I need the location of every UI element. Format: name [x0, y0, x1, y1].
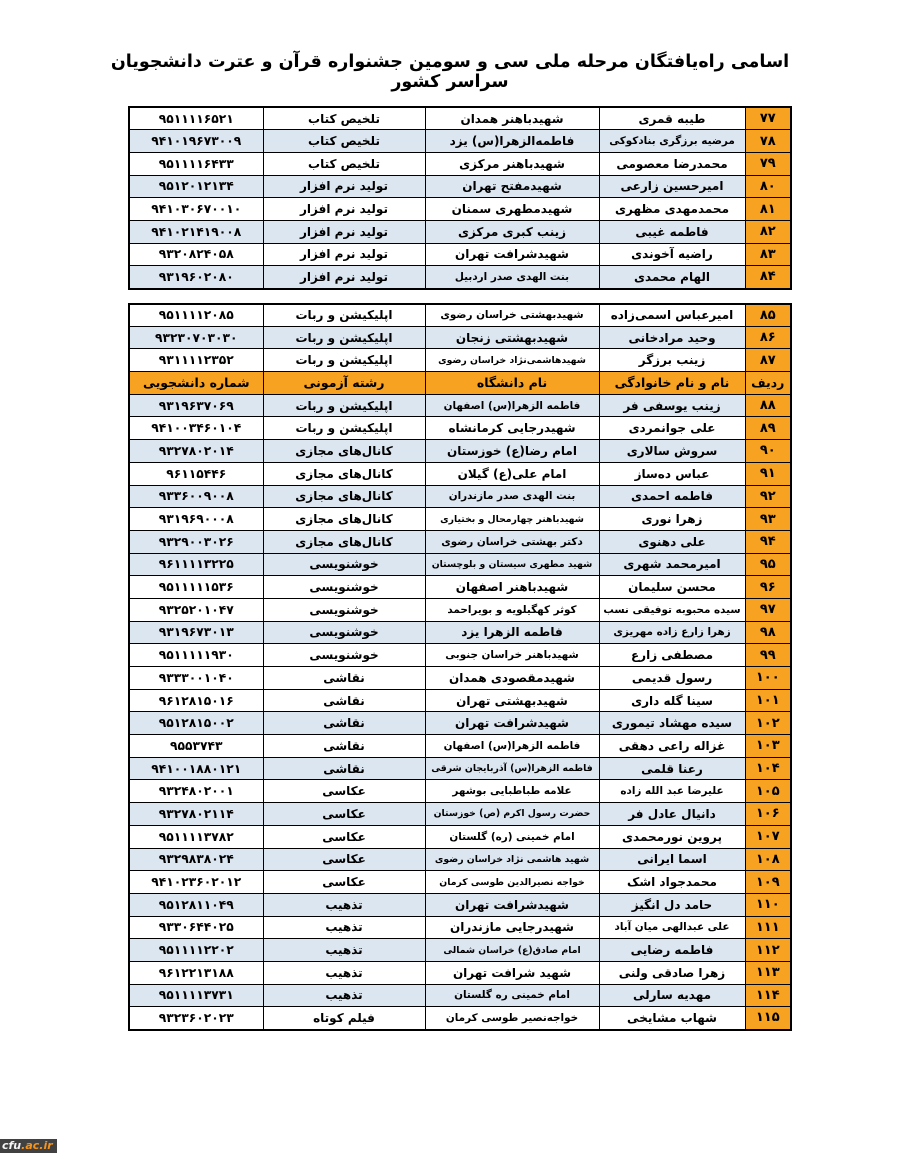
name-cell: غزاله راعی دهقی: [599, 735, 745, 758]
table-row: [129, 198, 791, 221]
table-row: [129, 462, 791, 485]
name-cell: رسول قدیمی: [599, 667, 745, 690]
student-no-cell: ۹۶۱۱۱۱۳۲۲۵: [129, 553, 263, 576]
name-cell: اسما ایرانی: [599, 848, 745, 871]
header-cell-name: نام و نام خانوادگی: [599, 372, 745, 395]
university-cell: شهیدباهنر چهارمحال و بختیاری: [425, 508, 599, 531]
student-no-cell: ۹۳۳۳۰۰۱۰۴۰: [129, 667, 263, 690]
name-cell: راضیه آخوندی: [599, 243, 745, 266]
major-cell: فیلم کوتاه: [263, 1007, 425, 1030]
row-number-cell: ۱۰۶: [745, 803, 791, 826]
name-cell: الهام محمدی: [599, 266, 745, 289]
university-cell: علامه طباطبایی بوشهر: [425, 780, 599, 803]
row-number-cell: ۸۳: [745, 243, 791, 266]
row-number-cell: ۹۰: [745, 440, 791, 463]
student-no-cell: ۹۴۱۰۲۳۶۰۲۰۱۲: [129, 871, 263, 894]
name-cell: رعنا قلمی: [599, 757, 745, 780]
row-number-cell: ۱۰۸: [745, 848, 791, 871]
student-no-cell: ۹۴۱۰۱۹۶۷۳۰۰۹: [129, 130, 263, 153]
header-cell-radif: ردیف: [745, 372, 791, 395]
university-cell: خواجه نصیرالدین طوسی کرمان: [425, 871, 599, 894]
major-cell: خوشنویسی: [263, 644, 425, 667]
row-number-cell: ۸۷: [745, 349, 791, 372]
university-cell: شهیدباهنر اصفهان: [425, 576, 599, 599]
major-cell: تذهیب: [263, 961, 425, 984]
major-cell: خوشنویسی: [263, 553, 425, 576]
row-number-cell: ۷۷: [745, 107, 791, 130]
major-cell: اپلیکیشن و ربات: [263, 349, 425, 372]
row-number-cell: ۸۴: [745, 266, 791, 289]
row-number-cell: ۱۱۲: [745, 939, 791, 962]
table-row: [129, 735, 791, 758]
student-no-cell: ۹۵۱۱۱۱۶۵۲۱: [129, 107, 263, 130]
major-cell: اپلیکیشن و ربات: [263, 326, 425, 349]
table-row: [129, 349, 791, 372]
name-cell: علیرضا عبد الله زاده: [599, 780, 745, 803]
university-cell: شهیدباهنر همدان: [425, 107, 599, 130]
university-cell: حضرت رسول اکرم (ص) خوزستان: [425, 803, 599, 826]
table-row: [129, 984, 791, 1007]
university-cell: زینب کبری مرکزی: [425, 220, 599, 243]
row-number-cell: ۹۶: [745, 576, 791, 599]
student-no-cell: ۹۳۲۰۸۲۴۰۵۸: [129, 243, 263, 266]
name-cell: زهرا صادقی ولنی: [599, 961, 745, 984]
row-number-cell: ۸۲: [745, 220, 791, 243]
student-no-cell: ۹۴۱۰۳۰۶۷۰۰۱۰: [129, 198, 263, 221]
page-title: اسامی راه‌یافتگان مرحله ملی سی و سومین جشنواره قرآن و عترت دانشجویان سراسر کشور: [110, 52, 790, 92]
table-row: [129, 712, 791, 735]
major-cell: خوشنویسی: [263, 621, 425, 644]
name-cell: مرضیه برزگری بنادکوکی: [599, 130, 745, 153]
table-row: [129, 780, 791, 803]
student-no-cell: ۹۵۱۱۱۱۳۷۸۲: [129, 825, 263, 848]
table-row: [129, 266, 791, 289]
row-number-cell: ۹۳: [745, 508, 791, 531]
row-number-cell: ۹۸: [745, 621, 791, 644]
major-cell: عکاسی: [263, 780, 425, 803]
row-number-cell: ۱۱۴: [745, 984, 791, 1007]
student-no-cell: ۹۳۳۶۰۰۹۰۰۸: [129, 485, 263, 508]
name-cell: علی دهنوی: [599, 530, 745, 553]
row-number-cell: ۹۹: [745, 644, 791, 667]
major-cell: عکاسی: [263, 871, 425, 894]
student-no-cell: ۹۳۲۷۸۰۲۰۱۴: [129, 440, 263, 463]
university-cell: شهیدرجایی مازندران: [425, 916, 599, 939]
student-no-cell: ۹۵۱۲۸۱۵۰۰۲: [129, 712, 263, 735]
major-cell: تولید نرم افزار: [263, 175, 425, 198]
table-row: [129, 553, 791, 576]
university-cell: امام علی(ع) گیلان: [425, 462, 599, 485]
student-no-cell: ۹۳۲۳۰۷۰۳۰۳۰: [129, 326, 263, 349]
student-no-cell: ۹۳۱۹۶۹۰۰۰۸: [129, 508, 263, 531]
name-cell: فاطمه احمدی: [599, 485, 745, 508]
row-number-cell: ۹۴: [745, 530, 791, 553]
row-number-cell: ۱۰۱: [745, 689, 791, 712]
watermark-acir-text: .ac.ir: [21, 1139, 53, 1152]
row-number-cell: ۸۵: [745, 304, 791, 327]
university-cell: شهیدبهشتی زنجان: [425, 326, 599, 349]
name-cell: زهرا نوری: [599, 508, 745, 531]
table-row: [129, 220, 791, 243]
row-number-cell: ۱۱۵: [745, 1007, 791, 1030]
header-cell-university: نام دانشگاه: [425, 372, 599, 395]
name-cell: شهاب مشایخی: [599, 1007, 745, 1030]
table-header-row: [129, 372, 791, 395]
table-row: [129, 440, 791, 463]
name-cell: محمدرضا معصومی: [599, 152, 745, 175]
row-number-cell: ۸۹: [745, 417, 791, 440]
name-cell: سیده محبوبه توفیقی نسب: [599, 598, 745, 621]
table-row: [129, 916, 791, 939]
row-number-cell: ۸۱: [745, 198, 791, 221]
student-no-cell: ۹۳۲۵۲۰۱۰۴۷: [129, 598, 263, 621]
student-no-cell: ۹۶۱۲۲۱۳۱۸۸: [129, 961, 263, 984]
major-cell: کانال‌های مجازی: [263, 485, 425, 508]
university-cell: شهیدرجایی کرمانشاه: [425, 417, 599, 440]
university-cell: شهیدمفتح تهران: [425, 175, 599, 198]
student-no-cell: ۹۳۳۰۶۴۴۰۲۵: [129, 916, 263, 939]
major-cell: کانال‌های مجازی: [263, 530, 425, 553]
university-cell: امام خمینی (ره) گلستان: [425, 825, 599, 848]
name-cell: وحید مرادخانی: [599, 326, 745, 349]
student-no-cell: ۹۴۱۰۰۳۴۶۰۱۰۴: [129, 417, 263, 440]
student-no-cell: ۹۶۱۲۸۱۵۰۱۶: [129, 689, 263, 712]
table-row: [129, 508, 791, 531]
name-cell: فاطمه رضایی: [599, 939, 745, 962]
row-number-cell: ۱۰۲: [745, 712, 791, 735]
major-cell: تذهیب: [263, 984, 425, 1007]
name-cell: امیرمحمد شهری: [599, 553, 745, 576]
table-row: [129, 667, 791, 690]
major-cell: نقاشی: [263, 757, 425, 780]
name-cell: علی عبدالهی میان آباد: [599, 916, 745, 939]
university-cell: فاطمه الزهرا(س) آذربایجان شرقی: [425, 757, 599, 780]
row-number-cell: ۸۰: [745, 175, 791, 198]
table-row: [129, 644, 791, 667]
row-number-cell: ۱۰۹: [745, 871, 791, 894]
row-number-cell: ۸۶: [745, 326, 791, 349]
major-cell: اپلیکیشن و ربات: [263, 304, 425, 327]
major-cell: تذهیب: [263, 916, 425, 939]
name-cell: زینب یوسفی فر: [599, 394, 745, 417]
name-cell: محمدجواد اشک: [599, 871, 745, 894]
student-no-cell: ۹۳۲۹۸۳۸۰۲۴: [129, 848, 263, 871]
name-cell: مهدیه سارلی: [599, 984, 745, 1007]
name-cell: دانیال عادل فر: [599, 803, 745, 826]
name-cell: سینا گله داری: [599, 689, 745, 712]
university-cell: امام صادق(ع) خراسان شمالی: [425, 939, 599, 962]
watermark-cfu-text: cfu: [2, 1139, 22, 1152]
table-row: [129, 107, 791, 130]
header-cell-major: رشته آزمونی: [263, 372, 425, 395]
university-cell: شهیدبهشتی تهران: [425, 689, 599, 712]
row-number-cell: ۹۱: [745, 462, 791, 485]
row-number-cell: ۱۱۱: [745, 916, 791, 939]
university-cell: شهید شرافت تهران: [425, 961, 599, 984]
table-row: [129, 326, 791, 349]
university-cell: شهیدشرافت تهران: [425, 893, 599, 916]
student-no-cell: ۹۵۱۱۱۱۲۰۸۵: [129, 304, 263, 327]
major-cell: عکاسی: [263, 825, 425, 848]
university-cell: فاطمه الزهرا(س) اصفهان: [425, 394, 599, 417]
major-cell: تولید نرم افزار: [263, 266, 425, 289]
student-no-cell: ۹۴۱۰۲۱۴۱۹۰۰۸: [129, 220, 263, 243]
student-no-cell: ۹۵۱۱۱۱۲۲۰۲: [129, 939, 263, 962]
student-no-cell: ۹۵۱۲۰۱۲۱۳۴: [129, 175, 263, 198]
table-row: [129, 689, 791, 712]
student-no-cell: ۹۵۱۲۸۱۱۰۴۹: [129, 893, 263, 916]
student-no-cell: ۹۵۱۱۱۱۱۵۳۶: [129, 576, 263, 599]
university-cell: کوثر کهگیلویه و بویراحمد: [425, 598, 599, 621]
major-cell: تلخیص کتاب: [263, 130, 425, 153]
university-cell: شهیدهاشمی‌نژاد خراسان رضوی: [425, 349, 599, 372]
university-cell: شهیدباهنر مرکزی: [425, 152, 599, 175]
university-cell: بنت الهدی صدر مازندران: [425, 485, 599, 508]
university-cell: شهید مطهری سیستان و بلوچستان: [425, 553, 599, 576]
university-cell: شهیدمقصودی همدان: [425, 667, 599, 690]
university-cell: امام رضا(ع) خوزستان: [425, 440, 599, 463]
row-number-cell: ۷۸: [745, 130, 791, 153]
cfu-watermark: [0, 1139, 57, 1153]
header-cell-student-no: شماره دانشجویی: [129, 372, 263, 395]
student-no-cell: ۹۳۲۷۸۰۲۱۱۴: [129, 803, 263, 826]
student-no-cell: ۹۳۲۴۸۰۲۰۰۱: [129, 780, 263, 803]
university-cell: فاطمه‌الزهرا(س) یزد: [425, 130, 599, 153]
results-table-section-1: [128, 106, 792, 290]
student-no-cell: ۹۵۱۱۱۱۳۷۳۱: [129, 984, 263, 1007]
major-cell: نقاشی: [263, 735, 425, 758]
student-no-cell: ۹۴۱۰۰۱۸۸۰۱۲۱: [129, 757, 263, 780]
university-cell: شهیدشرافت تهران: [425, 712, 599, 735]
table-row: [129, 803, 791, 826]
university-cell: بنت الهدی صدر اردبیل: [425, 266, 599, 289]
major-cell: عکاسی: [263, 803, 425, 826]
name-cell: زینب برزگر: [599, 349, 745, 372]
university-cell: شهید هاشمی نژاد خراسان رضوی: [425, 848, 599, 871]
results-tables-container: [128, 106, 790, 1031]
table-row: [129, 576, 791, 599]
name-cell: طیبه قمری: [599, 107, 745, 130]
university-cell: امام خمینی ره گلستان: [425, 984, 599, 1007]
student-no-cell: ۹۳۱۹۶۳۷۰۶۹: [129, 394, 263, 417]
name-cell: پروین نورمحمدی: [599, 825, 745, 848]
table-row: [129, 621, 791, 644]
university-cell: شهیدبهشتی خراسان رضوی: [425, 304, 599, 327]
table-row: [129, 530, 791, 553]
table-row: [129, 893, 791, 916]
university-cell: فاطمه الزهرا(س) اصفهان: [425, 735, 599, 758]
major-cell: نقاشی: [263, 667, 425, 690]
student-no-cell: ۹۳۱۱۱۱۲۳۵۲: [129, 349, 263, 372]
major-cell: تذهیب: [263, 939, 425, 962]
student-no-cell: ۹۵۵۳۷۴۳: [129, 735, 263, 758]
major-cell: خوشنویسی: [263, 576, 425, 599]
table-row: [129, 1007, 791, 1030]
university-cell: دکتر بهشتی خراسان رضوی: [425, 530, 599, 553]
table-row: [129, 243, 791, 266]
table-row: [129, 871, 791, 894]
student-no-cell: ۹۶۱۱۵۴۴۶: [129, 462, 263, 485]
row-number-cell: ۱۰۳: [745, 735, 791, 758]
major-cell: کانال‌های مجازی: [263, 462, 425, 485]
table-row: [129, 417, 791, 440]
name-cell: امیرعباس اسمی‌زاده: [599, 304, 745, 327]
student-no-cell: ۹۵۱۱۱۱۶۴۳۳: [129, 152, 263, 175]
row-number-cell: ۱۰۰: [745, 667, 791, 690]
row-number-cell: ۱۱۳: [745, 961, 791, 984]
row-number-cell: ۹۷: [745, 598, 791, 621]
major-cell: تذهیب: [263, 893, 425, 916]
student-no-cell: ۹۳۱۹۶۷۳۰۱۳: [129, 621, 263, 644]
table-row: [129, 152, 791, 175]
results-table-section-2: [128, 303, 792, 1031]
name-cell: حامد دل انگیز: [599, 893, 745, 916]
major-cell: نقاشی: [263, 689, 425, 712]
name-cell: سروش سالاری: [599, 440, 745, 463]
major-cell: خوشنویسی: [263, 598, 425, 621]
row-number-cell: ۱۰۵: [745, 780, 791, 803]
name-cell: محمدمهدی مظهری: [599, 198, 745, 221]
name-cell: محسن سلیمان: [599, 576, 745, 599]
major-cell: نقاشی: [263, 712, 425, 735]
major-cell: عکاسی: [263, 848, 425, 871]
table-row: [129, 304, 791, 327]
table-row: [129, 598, 791, 621]
table-row: [129, 961, 791, 984]
major-cell: تولید نرم افزار: [263, 198, 425, 221]
table-row: [129, 175, 791, 198]
table-row: [129, 757, 791, 780]
major-cell: کانال‌های مجازی: [263, 508, 425, 531]
student-no-cell: ۹۳۱۹۶۰۲۰۸۰: [129, 266, 263, 289]
row-number-cell: ۸۸: [745, 394, 791, 417]
major-cell: کانال‌های مجازی: [263, 440, 425, 463]
name-cell: سیده مهشاد تیموری: [599, 712, 745, 735]
university-cell: فاطمه الزهرا یزد: [425, 621, 599, 644]
table-row: [129, 939, 791, 962]
student-no-cell: ۹۳۲۹۰۰۳۰۲۶: [129, 530, 263, 553]
name-cell: علی جوانمردی: [599, 417, 745, 440]
name-cell: عباس ده‌ساز: [599, 462, 745, 485]
university-cell: شهیدباهنر خراسان جنوبی: [425, 644, 599, 667]
major-cell: تلخیص کتاب: [263, 152, 425, 175]
row-number-cell: ۹۵: [745, 553, 791, 576]
student-no-cell: ۹۳۲۳۶۰۲۰۲۳: [129, 1007, 263, 1030]
table-row: [129, 394, 791, 417]
name-cell: فاطمه غیبی: [599, 220, 745, 243]
row-number-cell: ۱۰۷: [745, 825, 791, 848]
student-no-cell: ۹۵۱۱۱۱۱۹۳۰: [129, 644, 263, 667]
major-cell: اپلیکیشن و ربات: [263, 394, 425, 417]
name-cell: زهرا زارع زاده مهریزی: [599, 621, 745, 644]
row-number-cell: ۷۹: [745, 152, 791, 175]
university-cell: خواجه‌نصیر طوسی کرمان: [425, 1007, 599, 1030]
major-cell: اپلیکیشن و ربات: [263, 417, 425, 440]
table-row: [129, 848, 791, 871]
name-cell: امیرحسین زارعی: [599, 175, 745, 198]
major-cell: تولید نرم افزار: [263, 243, 425, 266]
university-cell: شهیدشرافت تهران: [425, 243, 599, 266]
university-cell: شهیدمطهری سمنان: [425, 198, 599, 221]
major-cell: تلخیص کتاب: [263, 107, 425, 130]
row-number-cell: ۹۲: [745, 485, 791, 508]
table-row: [129, 130, 791, 153]
table-row: [129, 485, 791, 508]
table-row: [129, 825, 791, 848]
major-cell: تولید نرم افزار: [263, 220, 425, 243]
row-number-cell: ۱۱۰: [745, 893, 791, 916]
row-number-cell: ۱۰۴: [745, 757, 791, 780]
name-cell: مصطفی زارع: [599, 644, 745, 667]
